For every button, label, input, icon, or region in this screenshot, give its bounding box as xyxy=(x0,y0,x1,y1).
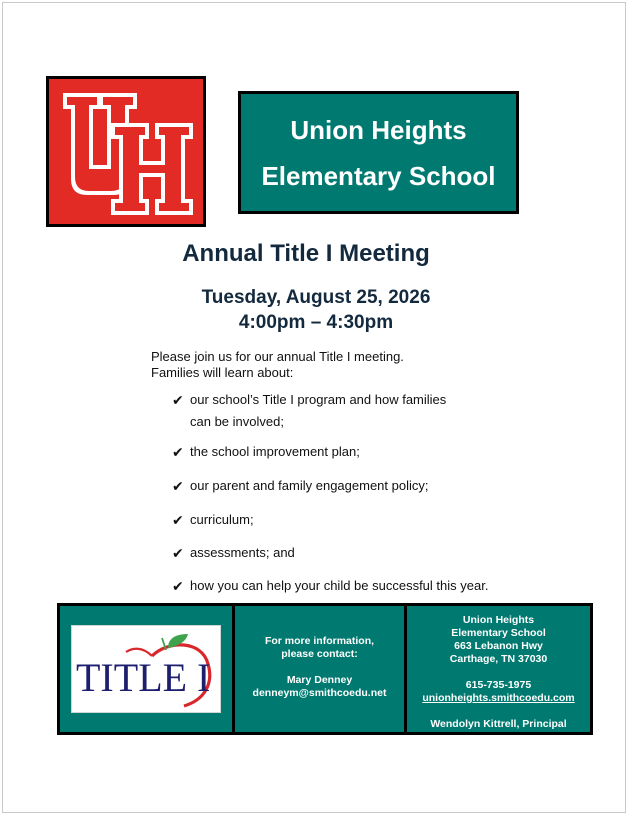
principal-name: Wendolyn Kittrell, Principal xyxy=(430,718,567,730)
list-item-text: our school’s Title I program and how families xyxy=(190,392,447,407)
title-one-text: TITLE I xyxy=(76,655,211,700)
list-item xyxy=(172,475,552,497)
footer-banner xyxy=(57,603,593,735)
list-item-text-cont: can be involved; xyxy=(190,414,284,429)
address-school2: Elementary School xyxy=(451,627,546,639)
list-item xyxy=(172,575,552,597)
school-name-line1: Union Heights xyxy=(290,114,467,145)
meeting-date: Tuesday, August 25, 2026 xyxy=(201,287,431,308)
list-item xyxy=(172,509,552,531)
meeting-time: 4:00pm – 4:30pm xyxy=(238,312,394,333)
address-street: 663 Lebanon Hwy xyxy=(454,640,543,652)
list-item xyxy=(172,389,552,433)
school-logo xyxy=(46,76,206,227)
contact-email[interactable]: denneym@smithcoedu.net xyxy=(252,687,387,699)
address-city: Carthage, TN 37030 xyxy=(449,653,548,665)
contact-line2: please contact: xyxy=(281,648,358,660)
title-one-logo xyxy=(71,625,221,713)
address-phone: 615-735-1975 xyxy=(465,679,532,691)
uh-monogram-logo xyxy=(49,79,203,224)
list-item xyxy=(172,542,552,564)
contact-line1: For more information, xyxy=(264,635,375,647)
school-name-box xyxy=(238,91,519,214)
school-name-line2: Elementary School xyxy=(261,160,496,191)
contact-name: Mary Denney xyxy=(286,674,353,686)
intro-line1: Please join us for our annual Title I meeting. xyxy=(151,349,404,364)
intro-line2: Families will learn about: xyxy=(151,365,294,380)
checkmark-icon: ✔ xyxy=(172,392,184,408)
website-link[interactable]: unionheights.smithcoedu.com xyxy=(422,692,575,704)
checkmark-icon: ✔ xyxy=(172,478,184,494)
checkmark-icon: ✔ xyxy=(172,545,184,561)
address-school1: Union Heights xyxy=(462,614,535,626)
address-cell xyxy=(407,606,590,732)
contact-cell xyxy=(235,606,404,732)
checkmark-icon: ✔ xyxy=(172,578,184,594)
title-one-logo-cell xyxy=(60,606,232,732)
list-item-text: how you can help your child be successful this year. xyxy=(190,578,489,593)
list-item xyxy=(172,441,552,463)
checkmark-icon: ✔ xyxy=(172,512,184,528)
list-item-text: curriculum; xyxy=(190,512,254,527)
intro-text xyxy=(151,349,404,381)
checkmark-icon: ✔ xyxy=(172,444,184,460)
list-item-text: assessments; and xyxy=(190,545,295,560)
list-item-text: our parent and family engagement policy; xyxy=(190,478,429,493)
meeting-title: Annual Title I Meeting xyxy=(182,240,430,267)
list-item-text: the school improvement plan; xyxy=(190,444,360,459)
